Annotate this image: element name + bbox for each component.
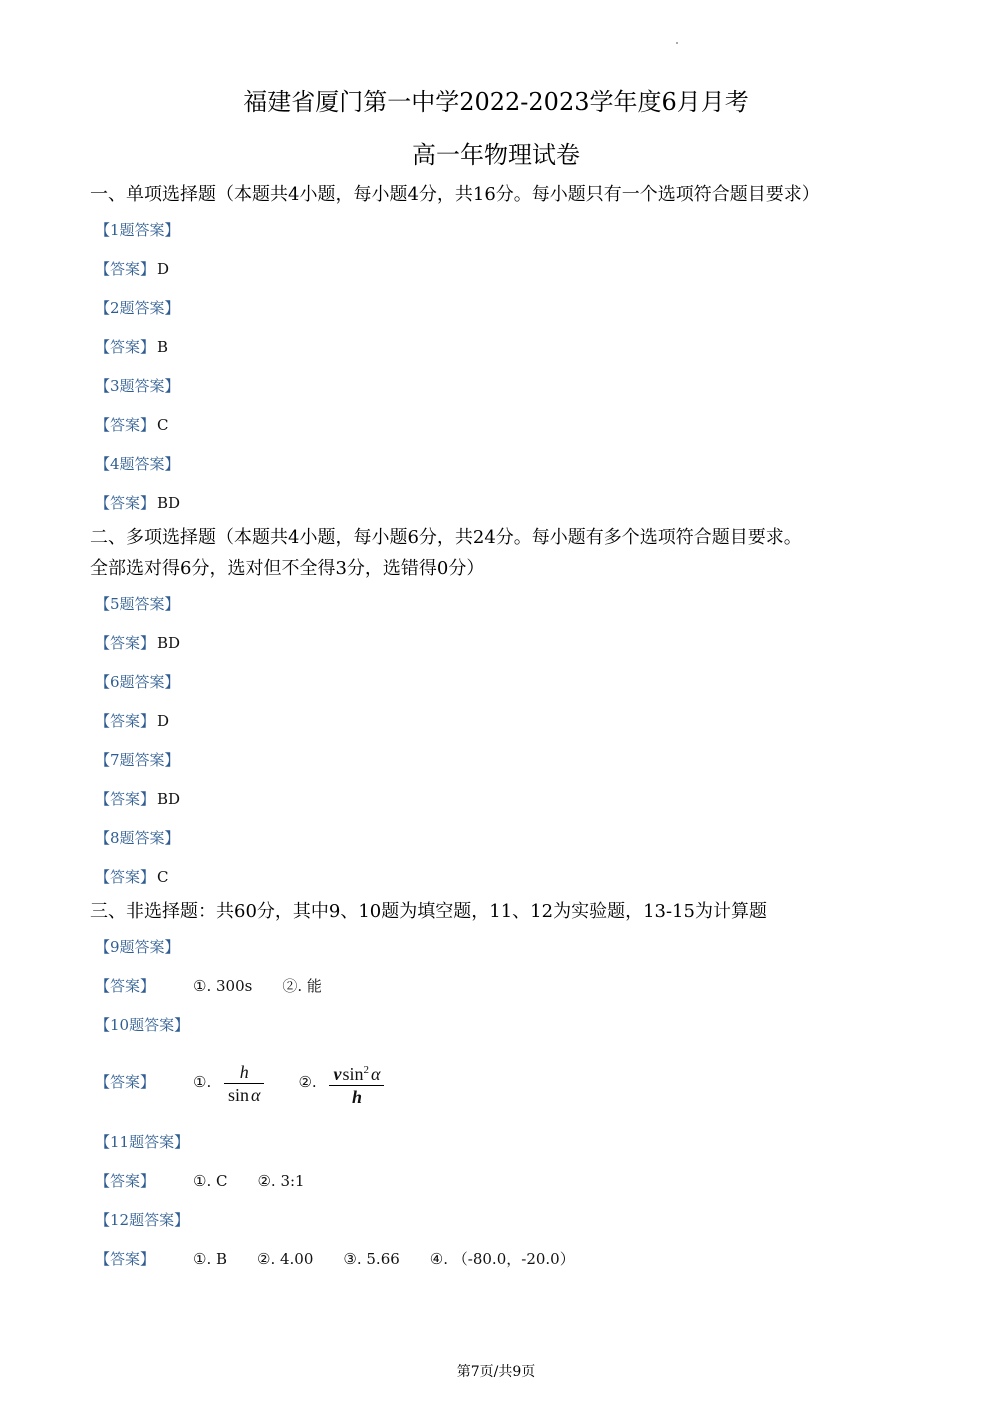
question-2-answer (95, 337, 168, 357)
answer-label: 【答案】 (95, 338, 156, 356)
formula-denominator: sin α (228, 1084, 261, 1105)
question-10-answer (95, 1056, 384, 1108)
section-2-heading: 二、多项选择题（本题共4小题，每小题6分，共24分。每小题有多个选项符合题目要求。 (90, 527, 802, 548)
question-2-heading: 【2题答案】 (95, 299, 180, 317)
answer-value: C (157, 868, 169, 886)
answer-item-2: ②. 能 (282, 977, 322, 995)
question-3-heading: 【3题答案】 (95, 377, 180, 395)
answer-value: D (157, 712, 170, 730)
question-5-answer (95, 633, 180, 653)
question-11-heading: 【11题答案】 (95, 1133, 190, 1151)
scan-dot (676, 42, 678, 44)
question-7-heading: 【7题答案】 (95, 751, 180, 769)
question-3-answer (95, 415, 169, 435)
question-12-heading: 【12题答案】 (95, 1211, 190, 1229)
answer-item-1: ①. 300s (193, 977, 253, 995)
answer-label: 【答案】 (95, 977, 156, 995)
question-6-answer (95, 711, 169, 731)
answer-label: 【答案】 (95, 416, 156, 434)
answer-label: 【答案】 (95, 1073, 156, 1091)
answer-item-2: ②. 3:1 (257, 1172, 305, 1190)
formula-numerator: h (239, 1061, 249, 1082)
formula-numerator: vsin$^2$ α (333, 1063, 381, 1084)
document-title: 福建省厦门第一中学2022-2023学年度6月月考 (243, 88, 749, 116)
answer-value: BD (157, 494, 181, 512)
question-9-answer (95, 976, 352, 996)
question-12-answer (95, 1249, 605, 1269)
question-1-answer (95, 259, 169, 279)
answer-value: C (157, 416, 169, 434)
question-8-heading: 【8题答案】 (95, 829, 180, 847)
question-4-answer (95, 493, 180, 513)
section-3-heading: 三、非选择题：共60分，其中9、10题为填空题，11、12为实验题，13-15为计算题 (90, 901, 767, 922)
question-7-answer (95, 789, 180, 809)
page-number: 第7页/共9页 (456, 1364, 536, 1380)
question-5-heading: 【5题答案】 (95, 595, 180, 613)
answer-item-1: ①. (193, 1073, 212, 1091)
formula-denominator: h (351, 1086, 362, 1107)
answer-value: BD (157, 634, 181, 652)
answer-value: BD (157, 790, 181, 808)
question-1-heading: 【1题答案】 (95, 221, 180, 239)
question-8-answer (95, 867, 169, 887)
answer-label: 【答案】 (95, 868, 156, 886)
answer-item-3: ③. 5.66 (343, 1250, 400, 1268)
answer-item-4: ④. （-80.0，-20.0） (429, 1250, 575, 1268)
formula-vsin2alpha-over-h (329, 1059, 384, 1108)
answer-label: 【答案】 (95, 712, 156, 730)
formula-h-over-sin-alpha (224, 1061, 264, 1106)
answer-label: 【答案】 (95, 1250, 156, 1268)
document-subtitle: 高一年物理试卷 (412, 141, 580, 169)
answer-item-1: ①. B (193, 1250, 228, 1268)
answer-value: B (157, 338, 169, 356)
answer-label: 【答案】 (95, 260, 156, 278)
answer-label: 【答案】 (95, 1172, 156, 1190)
section-1-heading: 一、单项选择题（本题共4小题，每小题4分，共16分。每小题只有一个选项符合题目要求） (90, 184, 820, 205)
answer-label: 【答案】 (95, 494, 156, 512)
answer-label: 【答案】 (95, 790, 156, 808)
question-4-heading: 【4题答案】 (95, 455, 180, 473)
answer-value: D (157, 260, 170, 278)
answer-item-2: ②. (298, 1073, 317, 1091)
question-6-heading: 【6题答案】 (95, 673, 180, 691)
answer-item-1: ①. C (193, 1172, 228, 1190)
question-11-answer (95, 1171, 335, 1191)
answer-label: 【答案】 (95, 634, 156, 652)
section-2-heading-cont: 全部选对得6分，选对但不全得3分，选错得0分） (90, 558, 485, 579)
question-10-heading: 【10题答案】 (95, 1016, 190, 1034)
question-9-heading: 【9题答案】 (95, 938, 180, 956)
answer-item-2: ②. 4.00 (257, 1250, 314, 1268)
